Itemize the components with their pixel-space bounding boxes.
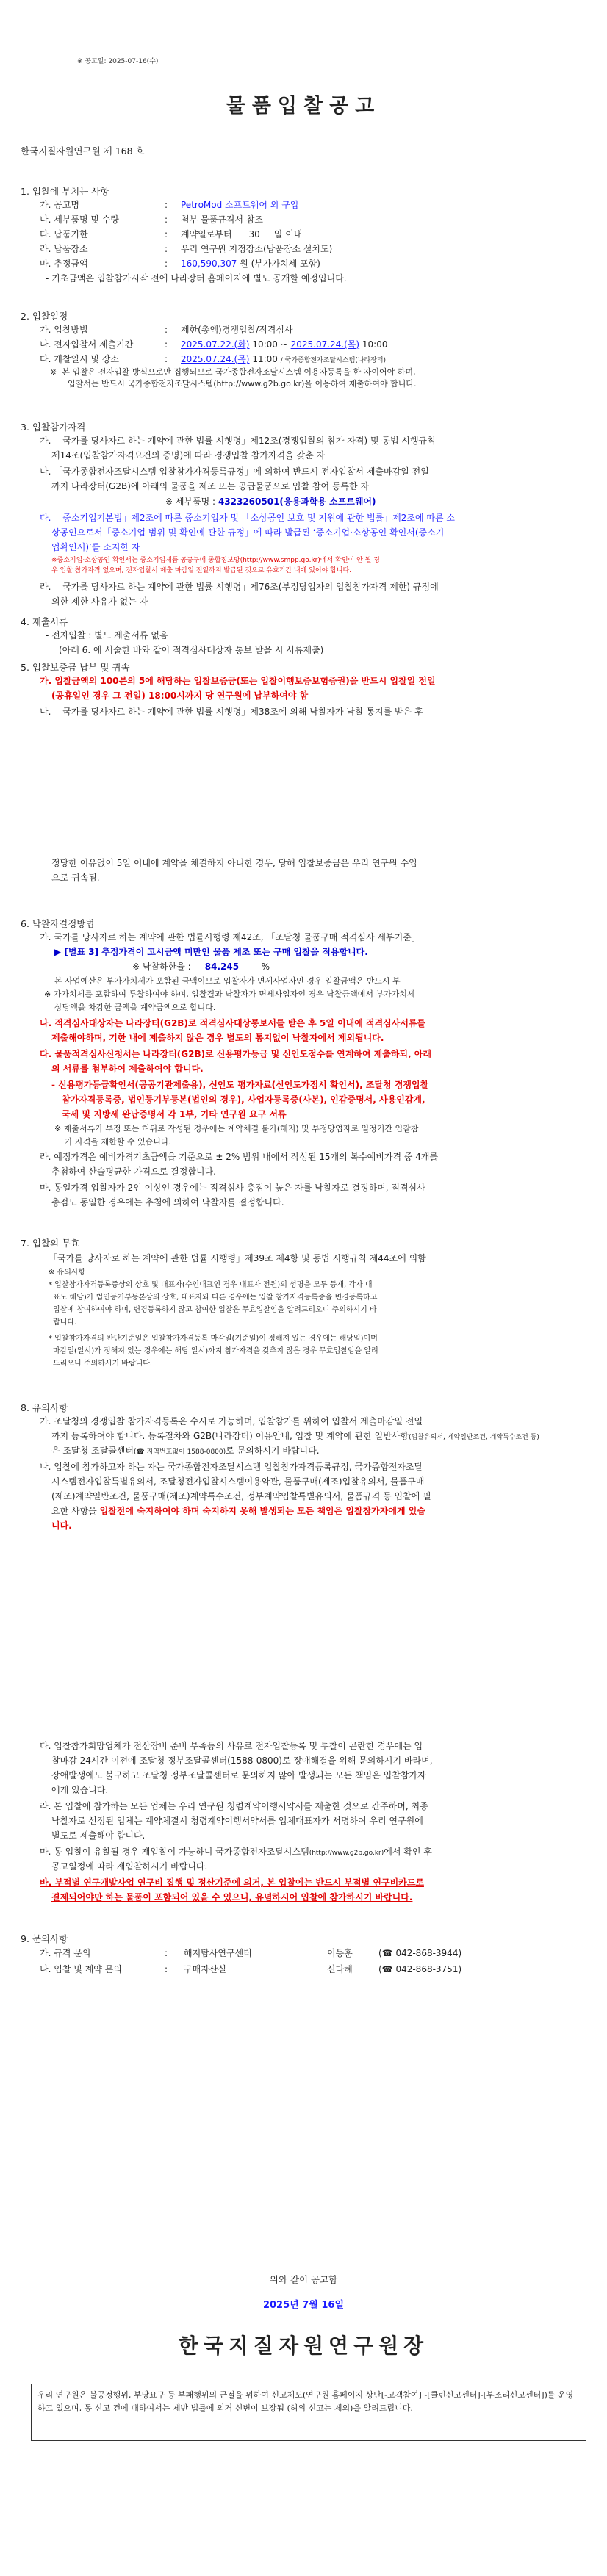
s8-da-line4: 에게 있습니다. — [51, 1785, 109, 1795]
s6-table-note: ▶ [별표 3] 추정가격이 고시금액 미만인 물품 제조 또는 구매 입찰을 적용합니다. — [54, 947, 368, 957]
s8-na-line3: (제조)계약일반조건, 물품구매(제조)계약특수조건, 정부계약입찰특별유의서, 물품규격 등 입찰에 필 — [51, 1491, 431, 1501]
s7-note-2: 표도 해당)가 법인등기부등본상의 상호, 대표자와 다른 경우에는 입찰 참가자격등록증을 변경등록하고 — [53, 1294, 378, 1302]
s8-ba-line2: 결제되어야만 하는 물품이 포함되어 있을 수 있으니, 유념하시어 입찰에 참가하시기 바랍니다. — [51, 1892, 413, 1902]
s2-row-submission: 나. 전자입찰서 제출기간 : 2025.07.22.(화) 10:00 ~ 2025.07.24.(목) 10:00 — [40, 339, 388, 350]
s8-ga-line3: 은 조달청 조달콜센터(☎ 지역번호없이 1588-0800)로 문의하시기 바랍니다. — [51, 1446, 320, 1456]
s3-ra-line2: 의한 제한 사유가 없는 자 — [51, 596, 148, 607]
s5-ga-line2: (공휴일인 경우 그 전일) 18:00시까지 당 연구원에 납부하여야 함 — [51, 690, 309, 701]
anti-corruption-notice: 우리 연구원은 불공정행위, 부당요구 등 부패행위의 근절을 위하여 신고제도(연구원 홈페이지 상단[-고객참여] -[클린신고센터]-[부조리신고센터])를 운영하고 있으며, 동 신고 건에 대하여서는 제반 법률에 의거 신변이 보장됨 (허위 신고는 제외)을 알려드립니다. — [31, 2384, 586, 2441]
s5-na-line1: 나. 「국가를 당사자로 하는 계약에 관한 법률 시행령」제38조에 의해 낙찰자가 낙찰 통지를 받은 후 — [40, 707, 423, 717]
s3-da-line1: 다. 「중소기업기본법」제2조에 따른 중소기업자 및 「소상공인 보호 및 지원에 관한 법률」제2조에 따른 소 — [40, 513, 455, 523]
s8-ra-line2: 낙찰자로 선정된 업체는 계약체결시 청렴계약이행서약서를 업체대표자가 서명하여 우리 연구원에 — [51, 1816, 423, 1826]
s3-ga-line2: 제14조(입찰참가자격요건의 증명)에 따라 경쟁입찰 참가자격을 갖춘 자 — [51, 450, 326, 461]
s5-tail-line2: 으로 귀속됨. — [51, 873, 100, 883]
section-6-heading: 6. 낙찰자결정방법 — [21, 918, 95, 929]
s7-note-heading: ※ 유의사항 — [49, 1269, 86, 1277]
s2-row-method: 가. 입찰방법 : 제한(총액)경쟁입찰/적격심사 — [40, 325, 293, 335]
s6-vat-line2: ※ 가가치세를 포함하여 투찰하여야 하며, 입찰결과 낙찰자가 면세사업자인 경우 낙찰금액에서 부가가치세 — [44, 989, 415, 999]
contact-row-contract: 나. 입찰 및 계약 문의 : 구매자산실 신다혜 (☎ 042-868-3751) — [40, 1964, 462, 1974]
tender-title: PetroMod 소프트웨어 외 구입 — [181, 200, 299, 210]
s8-da-line2: 찰마감 24시간 이전에 조달청 정부조달콜센터(1588-0800)로 장애해결을 위해 문의하시기 바라며, — [51, 1756, 433, 1766]
announcement-date: ※ 공고일: 2025-07-16(수) — [77, 58, 159, 65]
estimated-amount: 160,590,307 — [181, 259, 237, 269]
contact-row-spec: 가. 규격 문의 : 해저탐사연구센터 이동훈 (☎ 042-868-3944) — [40, 1948, 462, 1958]
s8-na-line2: 시스템전자입찰특별유의서, 조달청전자입찰시스템이용약관, 물품구매(제조)입찰유의서, 물품구매 — [51, 1476, 425, 1487]
section-3-heading: 3. 입찰참가자격 — [21, 422, 86, 433]
page-title: 물품입찰공고 — [226, 95, 381, 118]
s7-note-5: * 입찰참가자격의 판단기준일은 입찰참가자격등록 마감일(기준일)이 정해져 있는 경우에는 해당일)이며 — [49, 1335, 378, 1343]
s3-da-line3: 업확인서)’를 소지한 자 — [51, 542, 140, 552]
s6-docs-line2: 참가자격등록증, 법인등기부등본(법인의 경우), 사업자등록증(사본), 인감증명서, 사용인감계, — [62, 1094, 425, 1105]
s3-da-note2: 우 입찰 참가자격 없으며, 전자입찰서 제출 마감일 전일까지 발급된 것으로 유효기간 내에 있어야 합니다. — [51, 567, 352, 574]
s6-docs-line3: 국세 및 지방세 완납증명서 각 1부, 기타 연구원 요구 서류 — [62, 1109, 287, 1119]
s2-note-2: 입찰서는 반드시 국가종합전자조달시스템(http://www.g2b.go.kr)을 이용하여 제출하여야 합니다. — [68, 379, 417, 389]
section-7-heading: 7. 입찰의 무효 — [21, 1238, 80, 1249]
s8-na-line1: 나. 입찰에 참가하고자 하는 자는 국가종합전자조달시스템 입찰참가자격등록규정, 국가종합전자조달 — [40, 1462, 423, 1472]
section-2-heading: 2. 입찰일정 — [21, 311, 68, 322]
s6-ma-line2: 총점도 동일한 경우에는 추첨에 의하여 낙찰자를 결정합니다. — [51, 1197, 284, 1208]
s3-da-note1: ※중소기업·소상공인 확인서는 중소기업제품 공공구매 종합정보망(http://www.smpp.go.kr)에서 확인이 안 될 경 — [51, 557, 380, 564]
s6-na-line2: 제출해야하며, 기한 내에 제출하지 않은 경우 별도의 통지없이 낙찰자에서 제외됩니다. — [51, 1033, 384, 1043]
s8-ma-line1: 마. 동 입찰이 유찰될 경우 재입찰이 가능하니 국가종합전자조달시스템(http://www.g2b.go.kr)에서 확인 후 — [40, 1847, 432, 1857]
s7-line1: 「국가를 당사자로 하는 계약에 관한 법률 시행령」제39조 제4항 및 동법 시행규칙 제44조에 의함 — [49, 1253, 426, 1263]
s7-note-7: 드리오니 주의하시기 바랍니다. — [53, 1360, 153, 1368]
s6-docs-note1: ※ 제출서류가 부정 또는 허위로 작성된 경우에는 계약체결 불가(해지) 및 부정당업자로 일정기간 입찰참 — [54, 1124, 419, 1133]
s4-line2: (아래 6. 에 서술한 바와 같이 적격심사대상자 통보 받을 시 서류제출) — [59, 645, 324, 655]
s6-docs-line1: - 신용평가등급확인서(공공기관제출용), 신인도 평가자료(신인도가점시 확인서), 조달청 경쟁입찰 — [51, 1080, 429, 1090]
s8-ra-line1: 라. 본 입찰에 참가하는 모든 업체는 우리 연구원 청렴계약이행서약서를 제출한 것으로 간주하며, 최종 — [40, 1801, 428, 1811]
s2-note-1: ※ 본 입찰은 전자입찰 방식으로만 집행되므로 국가종합전자조달시스템 이용자등록을 한 자이어야 하며, — [50, 367, 416, 377]
s5-tail-line1: 정당한 이유없이 5일 이내에 계약을 체결하지 아니한 경우, 당해 입찰보증금은 우리 연구원 수입 — [51, 858, 417, 868]
s7-note-4: 랍니다. — [53, 1318, 77, 1327]
s8-na-line5: 니다. — [51, 1520, 72, 1531]
s8-ba-line1: 바. 부적별 연구개발사업 연구비 집행 및 정산기준에 의거, 본 입찰에는 반드시 부적별 연구비카드로 — [40, 1877, 424, 1888]
s8-ga-line2: 까지 등록하여야 합니다. 등록절차와 G2B(나라장터) 이용안내, 입찰 및 계약에 관한 일반사항(입찰유의서, 계약일반조건, 계약특수조건 등) — [51, 1431, 539, 1441]
s1-row-title: 가. 공고명 : PetroMod 소프트웨어 외 구입 — [40, 200, 299, 210]
s6-docs-note2: 가 자격을 제한할 수 있습니다. — [65, 1137, 171, 1147]
s8-ra-line3: 별도로 제출해야 합니다. — [51, 1830, 146, 1841]
s3-na-line1: 나. 「국가종합전자조달시스템 입찰참가자격등록규정」에 의하여 반드시 전자입찰서 제출마감일 전일 — [40, 466, 429, 477]
s6-na-line1: 나. 적격심사대상자는 나라장터(G2B)로 적격심사대상통보서를 받은 후 5일 이내에 적격심사서류를 — [40, 1018, 426, 1028]
rate-value: 84.245 — [204, 962, 240, 972]
s1-note: - 기초금액은 입찰참가시작 전에 나라장터 홈페이지에 별도 공개할 예정입니다. — [46, 273, 347, 284]
s3-da-line2: 상공인으로서「중소기업 범위 및 확인에 관한 규정」에 따라 발급된 ‘중소기업·소상공인 확인서(중소기 — [51, 527, 445, 538]
section-4-heading: 4. 제출서류 — [21, 616, 68, 627]
s7-note-3: 입찰에 참여하여야 하며, 변경등록하지 않고 참여한 입찰은 무효입찰임을 알려드리오니 주의하시기 바 — [53, 1306, 377, 1314]
s7-note-1: * 입찰참가자격등록증상의 상호 및 대표자(수인대표인 경우 대표자 전원)의 성명을 모두 등재, 각자 대 — [49, 1281, 373, 1289]
s1-row-deadline: 다. 납품기한 : 계약일로부터 30 일 이내 — [40, 229, 303, 239]
s6-ra-line2: 추첨하여 산술평균한 가격으로 결정합니다. — [51, 1166, 216, 1177]
footer-date: 2025년 7월 16일 — [262, 2300, 345, 2311]
closing-text: 위와 같이 공고함 — [269, 2274, 338, 2285]
s7-note-6: 마감일(일시)가 정해져 있는 경우에는 해당 일시)까지 참가자격을 갖추지 않은 경우 무효입찰임을 알려 — [53, 1347, 378, 1355]
s6-ma-line1: 마. 동일가격 입찰자가 2인 이상인 경우에는 적격심사 총점이 높은 자를 낙찰자로 결정하며, 적격심사 — [40, 1183, 425, 1193]
s8-ma-line2: 공고일정에 따라 재입찰하시기 바랍니다. — [51, 1861, 208, 1872]
organization-name: 한국지질자원연구원장 — [178, 2334, 429, 2358]
s6-rate: ※ 낙찰하한율 : 84.245 % — [132, 962, 270, 972]
section-9-heading: 9. 문의사항 — [21, 1933, 68, 1944]
s6-vat-line1: 본 사업예산은 부가가치세가 포함된 금액이므로 입찰자가 면세사업자인 경우 입찰금액은 반드시 부 — [54, 976, 401, 986]
s8-da-line1: 다. 입찰참가희망업체가 전산장비 준비 부족등의 사유로 전자입찰등록 및 투찰이 곤란한 경우에는 입 — [40, 1741, 423, 1751]
s1-row-items: 나. 세부품명 및 수량 : 첨부 물품규격서 참조 — [40, 214, 263, 225]
section-5-heading: 5. 입찰보증금 납부 및 귀속 — [21, 662, 130, 673]
notice-number: 한국지질자원연구원 제 168 호 — [21, 145, 145, 156]
s8-ga-line1: 가. 조달청의 경쟁입찰 참가자격등록은 수시로 가능하며, 입찰참가를 위하여 입찰서 제출마감일 전일 — [40, 1416, 423, 1426]
s6-da-line2: 의 서류를 첨부하여 제출하여야 합니다. — [51, 1064, 204, 1074]
section-1-heading: 1. 입찰에 부치는 사항 — [21, 186, 109, 197]
s5-ga-line1: 가. 입찰금액의 100분의 5에 해당하는 입찰보증금(또는 입찰이행보증보험증권)을 반드시 입찰일 전일 — [40, 676, 436, 686]
s2-row-opening: 다. 개찰일시 및 장소 : 2025.07.24.(목) 11:00 / 국가종합전자조달시스템(나라장터) — [40, 354, 387, 364]
s6-ga-line: 가. 국가를 당사자로 하는 계약에 관한 법률시행령 제42조, 「조달청 물품구매 적격심사 세부기준」 — [40, 932, 420, 942]
section-8-heading: 8. 유의사항 — [21, 1402, 68, 1413]
s6-vat-line3: 상당액을 차감한 금액을 계약금액으로 합니다. — [54, 1003, 216, 1012]
s8-na-line4: 요한 사항을 입찰전에 숙지하여야 하며 숙지하지 못해 발생되는 모든 책임은 입찰참가자에게 있습 — [51, 1506, 425, 1516]
s3-ra-line1: 라. 「국가를 당사자로 하는 계약에 관한 법률 시행령」제76조(부정당업자의 입찰참가자격 제한) 규정에 — [40, 582, 439, 592]
s6-da-line1: 다. 물품적격심사신청서는 나라장터(G2B)로 신용평가등급 및 신인도점수를 연계하여 제출하되, 아래 — [40, 1049, 431, 1059]
s8-da-line3: 장애발생에도 불구하고 조달청 정부조달콜센터로 문의하지 않아 발생되는 모든 책임은 입찰참가자 — [51, 1770, 426, 1781]
s1-row-amount: 마. 추정금액 : 160,590,307 원 (부가가치세 포함) — [40, 259, 320, 269]
s3-ga-line1: 가. 「국가를 당사자로 하는 계약에 관한 법률 시행령」제12조(경쟁입찰의 참가 자격) 및 동법 시행규칙 — [40, 436, 436, 446]
s3-na-line2: 까지 나라장터(G2B)에 아래의 물품을 제조 또는 공급물품으로 입찰 참여 등록한 자 — [51, 481, 370, 491]
s6-ra-line1: 라. 예정가격은 예비가격기초금액을 기준으로 ± 2% 범위 내에서 작성된 15개의 복수예비가격 중 4개를 — [40, 1152, 439, 1162]
s1-row-place: 라. 납품장소 : 우리 연구원 지정장소(납품장소 설치도) — [40, 244, 333, 254]
s4-line1: - 전자입찰 : 별도 제출서류 없음 — [46, 630, 168, 641]
s3-product: ※ 세부품명 : 4323260501(응용과학용 소프트웨어) — [165, 497, 376, 507]
